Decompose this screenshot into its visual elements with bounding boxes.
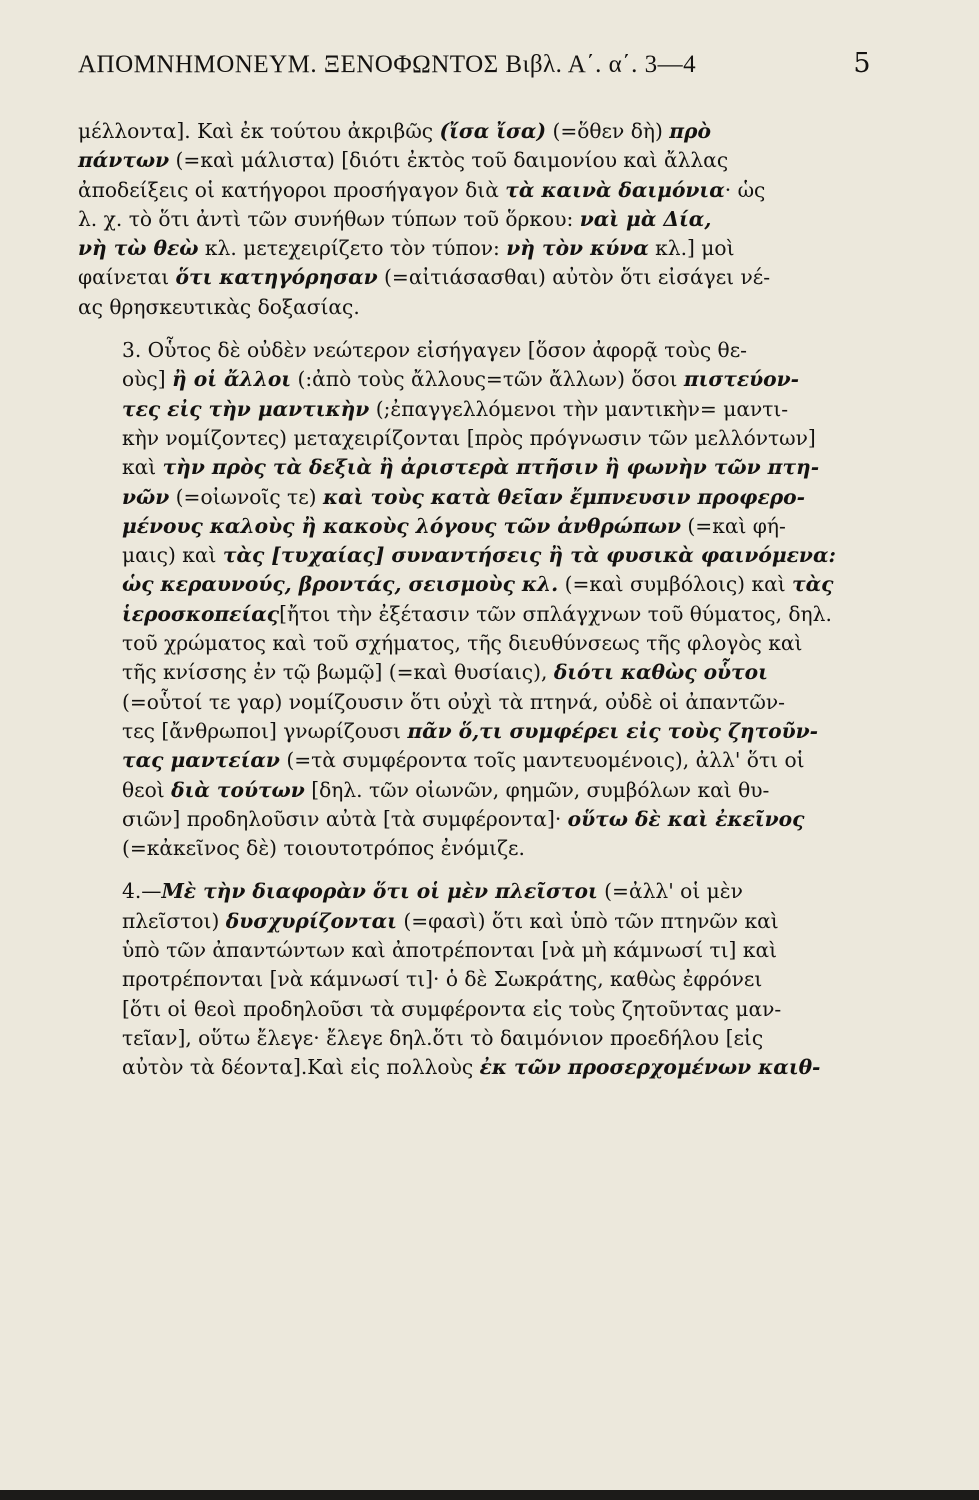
- text-line: κὴν νομίζοντες) μεταχειρίζονται [πρὸς πρόγνωσιν τῶν μελλόντων]: [122, 425, 816, 450]
- body-text: [78, 117, 871, 1083]
- paragraph-3: [78, 877, 871, 1082]
- text-line: θεοὶ διὰ τούτων [δηλ. τῶν οἰωνῶν, φημῶν, συμβόλων καὶ θυ-: [122, 777, 770, 802]
- scan-bottom-edge: [0, 1490, 979, 1500]
- text-line: τεῖαν], οὕτω ἔλεγε· ἔλεγε δηλ.ὅτι τὸ δαιμόνιον προεδήλου [εἰς: [122, 1025, 764, 1050]
- text-line: πλεῖστοι) δυσχυρίζονται (=φασὶ) ὅτι καὶ ὑπὸ τῶν πτηνῶν καὶ: [122, 908, 779, 933]
- text-line: νῶν (=οἰωνοῖς τε) καὶ τοὺς κατὰ θεῖαν ἔμπνευσιν προφερο-: [122, 484, 805, 509]
- text-line: προτρέπονται [νὰ κάμνωσί τι]· ὁ δὲ Σωκράτης, καθὼς ἐφρόνει: [122, 967, 763, 992]
- text-line: 3. Οὗτος δὲ οὐδὲν νεώτερον εἰσήγαγεν [ὅσον ἀφορᾷ τοὺς θε-: [122, 338, 747, 363]
- text-line: τες εἰς τὴν μαντικὴν (;ἐπαγγελλόμενοι τὴν μαντικὴν= μαντι-: [122, 396, 789, 421]
- text-line: οὺς] ἢ οἱ ἄλλοι (:ἀπὸ τοὺς ἄλλους=τῶν ἄλλων) ὅσοι πιστεύον-: [122, 367, 799, 392]
- text-line: (=κἀκεῖνος δὲ) τοιουτοτρόπος ἐνόμιζε.: [122, 836, 525, 861]
- text-line: τοῦ χρώματος καὶ τοῦ σχήματος, τῆς διευθύνσεως τῆς φλογὸς καὶ: [122, 631, 803, 656]
- text-line: ἀποδείξεις οἱ κατήγοροι προσήγαγον διὰ τὰ καινὰ δαιμόνια· ὡς: [78, 177, 766, 202]
- text-line: τας μαντείαν (=τὰ συμφέροντα τοῖς μαντευομένοις), ἀλλ' ὅτι οἱ: [122, 748, 805, 773]
- running-title: ΑΠΟΜΝΗΜΟΝΕΥΜ. ΞΕΝΟΦΩΝΤΟΣ Βιβλ. Α΄. α΄. 3—4: [78, 51, 697, 78]
- text-line: ας θρησκευτικὰς δοξασίας.: [78, 294, 360, 319]
- text-line: καὶ τὴν πρὸς τὰ δεξιὰ ἢ ἀριστερὰ πτῆσιν ἢ φωνὴν τῶν πτη-: [122, 455, 820, 480]
- text-line: ὡς κεραυνούς, βροντάς, σεισμοὺς κλ. (=καὶ συμβόλοις) καὶ τὰς: [122, 572, 834, 597]
- text-line: [ὅτι οἱ θεοὶ προδηλοῦσι τὰ συμφέροντα εἰς τοὺς ζητοῦντας μαν-: [122, 996, 782, 1021]
- text-line: ὑπὸ τῶν ἀπαντώντων καὶ ἀποτρέπονται [νὰ μὴ κάμνωσί τι] καὶ: [122, 938, 777, 963]
- text-line: τες [ἄνθρωποι] γνωρίζουσι πᾶν ὅ,τι συμφέρει εἰς τοὺς ζητοῦν-: [122, 718, 819, 743]
- text-line: πάντων (=καὶ μάλιστα) [διότι ἐκτὸς τοῦ δαιμονίου καὶ ἄλλας: [78, 148, 729, 173]
- text-line: μέλλοντα]. Καὶ ἐκ τούτου ἀκριβῶς (ἴσα ἴσα) (=ὅθεν δὴ) πρὸ: [78, 119, 711, 143]
- text-line: σιῶν] προδηλοῦσιν αὐτὰ [τὰ συμφέροντα]· οὕτω δὲ καὶ ἐκεῖνος: [122, 806, 805, 831]
- paragraph-2: [78, 336, 871, 863]
- paragraph-1: [78, 117, 871, 322]
- text-line: 4.—Μὲ τὴν διαφορὰν ὅτι οἱ μὲν πλεῖστοι (=ἀλλ' οἱ μὲν: [122, 879, 743, 904]
- text-line: νὴ τὼ θεὼ κλ. μετεχειρίζετο τὸν τύπον: νὴ τὸν κύνα κλ.] μοὶ: [78, 236, 735, 261]
- text-line: φαίνεται ὅτι κατηγόρησαν (=αἰτιάσασθαι) αὐτὸν ὅτι εἰσάγει νέ-: [78, 265, 771, 290]
- text-line: (=οὗτοί τε γαρ) νομίζουσιν ὅτι οὐχὶ τὰ πτηνά, οὐδὲ οἱ ἀπαντῶν-: [122, 689, 785, 714]
- text-line: μένους καλοὺς ἢ κακοὺς λόγους τῶν ἀνθρώπων (=καὶ φή-: [122, 513, 786, 538]
- running-header: [78, 48, 871, 79]
- text-line: λ. χ. τὸ ὅτι ἀντὶ τῶν συνήθων τύπων τοῦ ὅρκου: ναὶ μὰ Δία,: [78, 206, 712, 231]
- text-line: μαις) καὶ τὰς [τυχαίας] συναντήσεις ἢ τὰ φυσικὰ φαινόμενα:: [122, 543, 836, 568]
- text-line: αὐτὸν τὰ δέοντα].Καὶ εἰς πολλοὺς ἐκ τῶν προσερχομένων καιθ-: [122, 1055, 821, 1080]
- text-line: ἱεροσκοπείας[ἤτοι τὴν ἐξέτασιν τῶν σπλάγχνων τοῦ θύματος, δηλ.: [122, 601, 832, 626]
- page-number: 5: [853, 48, 871, 79]
- text-line: τῆς κνίσσης ἐν τῷ βωμῷ] (=καὶ θυσίαις), διότι καθὼς οὗτοι: [122, 660, 768, 685]
